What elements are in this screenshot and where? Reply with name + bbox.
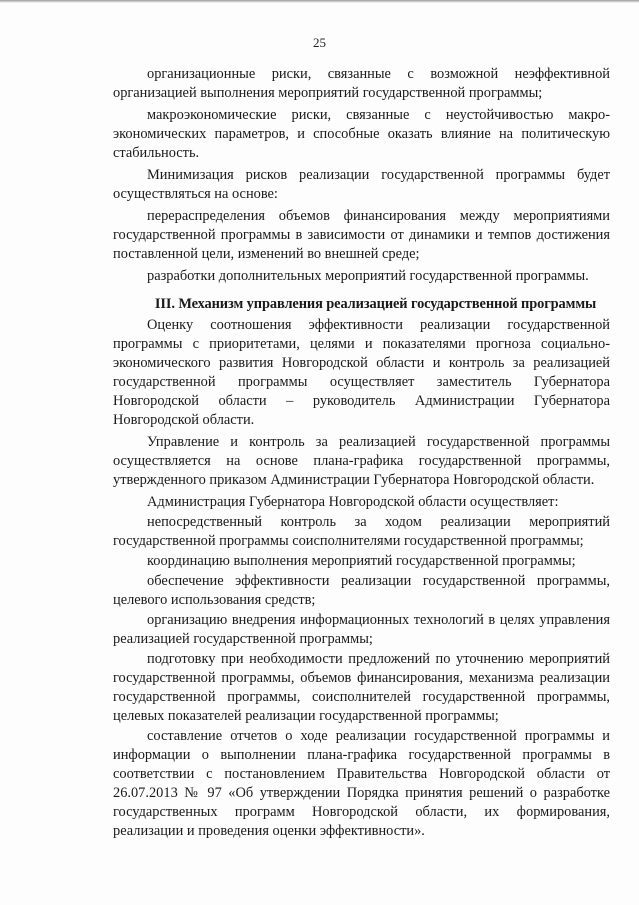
paragraph-management-control: Управление и контроль за реализацией государственной программы осуществляется на основе плана-графика государственной программы, утвержденного приказом Администрации Губернатора Новгородской области. bbox=[113, 434, 610, 488]
page-number: 25 bbox=[313, 35, 326, 50]
list-item-coordination: координацию выполнения мероприятий государственной программы; bbox=[147, 553, 576, 569]
document-body bbox=[113, 65, 610, 842]
paragraph-risk-minimization: Минимизация рисков реализации государственной программы будет осуществляться на основе: bbox=[113, 167, 610, 202]
paragraph-evaluation: Оценку соотношения эффективности реализации государственной программы с приоритетами, целями и показателями прогноза социально-экономического развития Новгородской области и контроль за реализацией государственной программы осуществляет заместитель Губернатора Новгородской области – руководитель Администрации Губернатора Новгородской области. bbox=[113, 317, 610, 428]
paragraph-organizational-risks: организационные риски, связанные с возможной неэффективной организацией выполнения мероприятий государственной программы; bbox=[113, 66, 610, 101]
list-item-direct-control: непосредственный контроль за ходом реализации мероприятий государственной программы соисполнителями государственной программы; bbox=[113, 514, 610, 549]
paragraph-redistribution: перераспределения объемов финансирования между мероприятиями государственной программы в зависимости от динамики и темпов достижения поставленной цели, изменений во внешней среде; bbox=[113, 208, 610, 262]
list-item-efficiency: обеспечение эффективности реализации государственной программы, целевого использования средств; bbox=[113, 573, 610, 608]
paragraph-macroeconomic-risks: макроэкономические риски, связанные с неустойчивостью макро-экономических параметров, и способные оказать влияние на политическую стабильность. bbox=[113, 107, 610, 161]
list-item-it-implementation: организацию внедрения информационных технологий в целях управления реализацией государственной программы; bbox=[113, 612, 610, 647]
list-item-reports: составление отчетов о ходе реализации государственной программы и информации о выполнении плана-графика государственной программы в соответствии с постановлением Правительства Новгородской области от 26.07.2013 № 97 «Об утверждении Порядка принятия решений о разработке государственных программ Новгородской области, их формирования, реализации и проведения оценки эффективности». bbox=[113, 728, 610, 839]
paragraph-additional-measures: разработки дополнительных мероприятий государственной программы. bbox=[147, 268, 589, 284]
paragraph-administration-duties: Администрация Губернатора Новгородской области осуществляет: bbox=[147, 494, 559, 510]
section-heading: III. Механизм управления реализацией государственной программы bbox=[154, 296, 597, 312]
scan-top-edge bbox=[0, 0, 639, 3]
list-item-proposals: подготовку при необходимости предложений по уточнению мероприятий государственной программы, объемов финансирования, механизма реализации государственной программы, соисполнителей государственной программы, целевых показателей реализации государственной программы; bbox=[113, 651, 610, 724]
